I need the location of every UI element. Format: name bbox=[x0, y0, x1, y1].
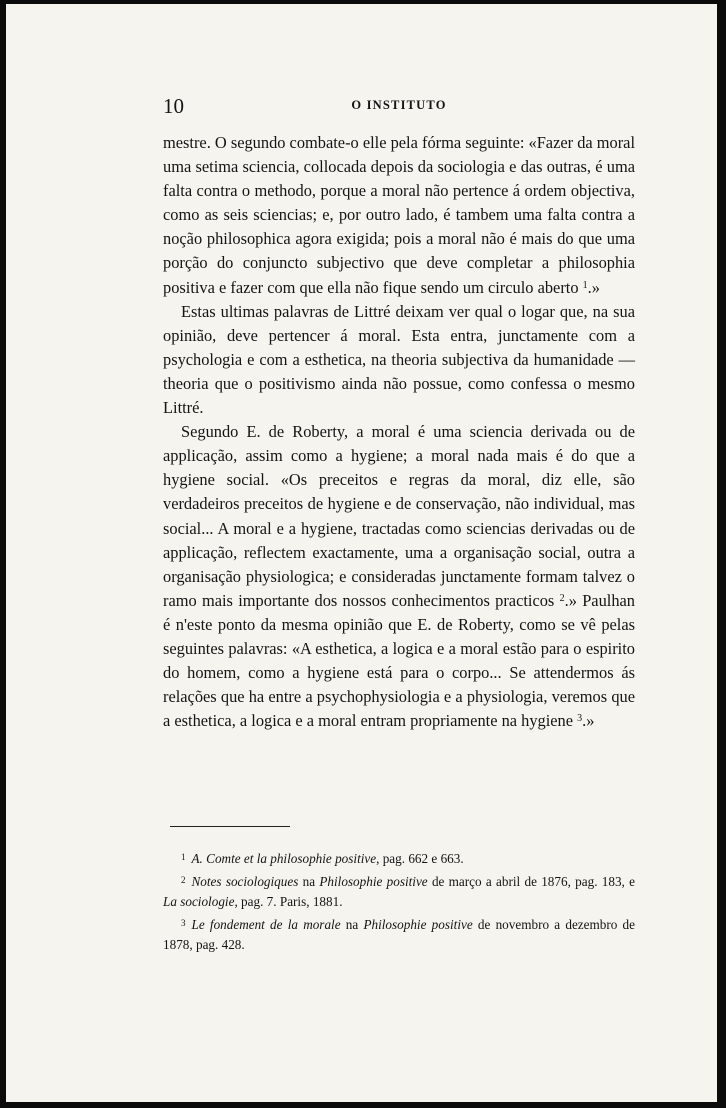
paragraph-3: Segundo E. de Roberty, a moral é uma sciencia derivada ou de applicação, assim como a hygiene; a moral nada mais é do que a hygiene social. «Os preceitos e regras da moral, diz elle, são verdadeiros preceitos de hygiene e de conservação, não individual, mas social... A moral e a hygiene, tractadas como sciencias derivadas ou de applicação, reflectem exactamente, uma a organisação social, outra a organisação physiologica; e consideradas junctamente formam talvez o ramo mais importante dos nossos conhecimentos practicos $^2$.» Paulhan é n'este ponto da mesma opinião que E. de Roberty, como se vê pelas seguintes palavras: «A esthetica, a logica e a moral estão para o espirito do homem, como a hygiene está para o corpo... Se attendermos ás relações que ha entre a psychophysiologia e a physiologia, veremos que a esthetica, a logica e a moral entram propriamente na hygiene $^3$.» bbox=[163, 422, 635, 731]
footnote-ref-1: 1 bbox=[582, 279, 588, 291]
footnote-ref-3: 3 bbox=[577, 713, 583, 725]
book-page bbox=[6, 4, 717, 1102]
footnotes bbox=[163, 847, 635, 956]
footnote-ref-2: 2 bbox=[559, 592, 565, 604]
footnote-2: $^2$ Notes sociologiques na Philosophie positive de março a abril de 1876, pag. 183, e La sociologie, pag. 7. Paris, 1881. bbox=[163, 873, 635, 909]
footnote-3: $^3$ Le fondement de la morale na Philosophie positive de novembro a dezembro de 1878, pag. 428. bbox=[163, 916, 635, 952]
page-header bbox=[163, 94, 635, 118]
footnote-divider bbox=[170, 826, 290, 827]
page-number: 10 bbox=[163, 94, 184, 118]
footnote-1: $^1$ A. Comte et la philosophie positive, pag. 662 e 663. bbox=[181, 851, 464, 866]
running-title: O INSTITUTO bbox=[351, 98, 447, 112]
body-text bbox=[163, 131, 635, 733]
paragraph-1: mestre. O segundo combate-o elle pela fórma seguinte: «Fazer da moral uma setima sciencia, collocada depois da sociologia e das outras, é uma falta contra o methodo, porque a moral não pertence á ordem objectiva, como as seis sciencias; e, por outro lado, é tambem uma falta contra a noção philosophica agora exigida; pois a moral não é mais do que uma porção do conjuncto subjectivo que deve completar a philosophia positiva e fazer com que ella não fique sendo um circulo aberto $^1$.» bbox=[163, 133, 635, 297]
paragraph-2: Estas ultimas palavras de Littré deixam ver qual o logar que, na sua opinião, deve pertencer á moral. Esta entra, junctamente com a psychologia e com a esthetica, na theoria subjectiva da humanidade — theoria que o positivismo ainda não possue, como confessa o mesmo Littré. bbox=[163, 301, 635, 418]
